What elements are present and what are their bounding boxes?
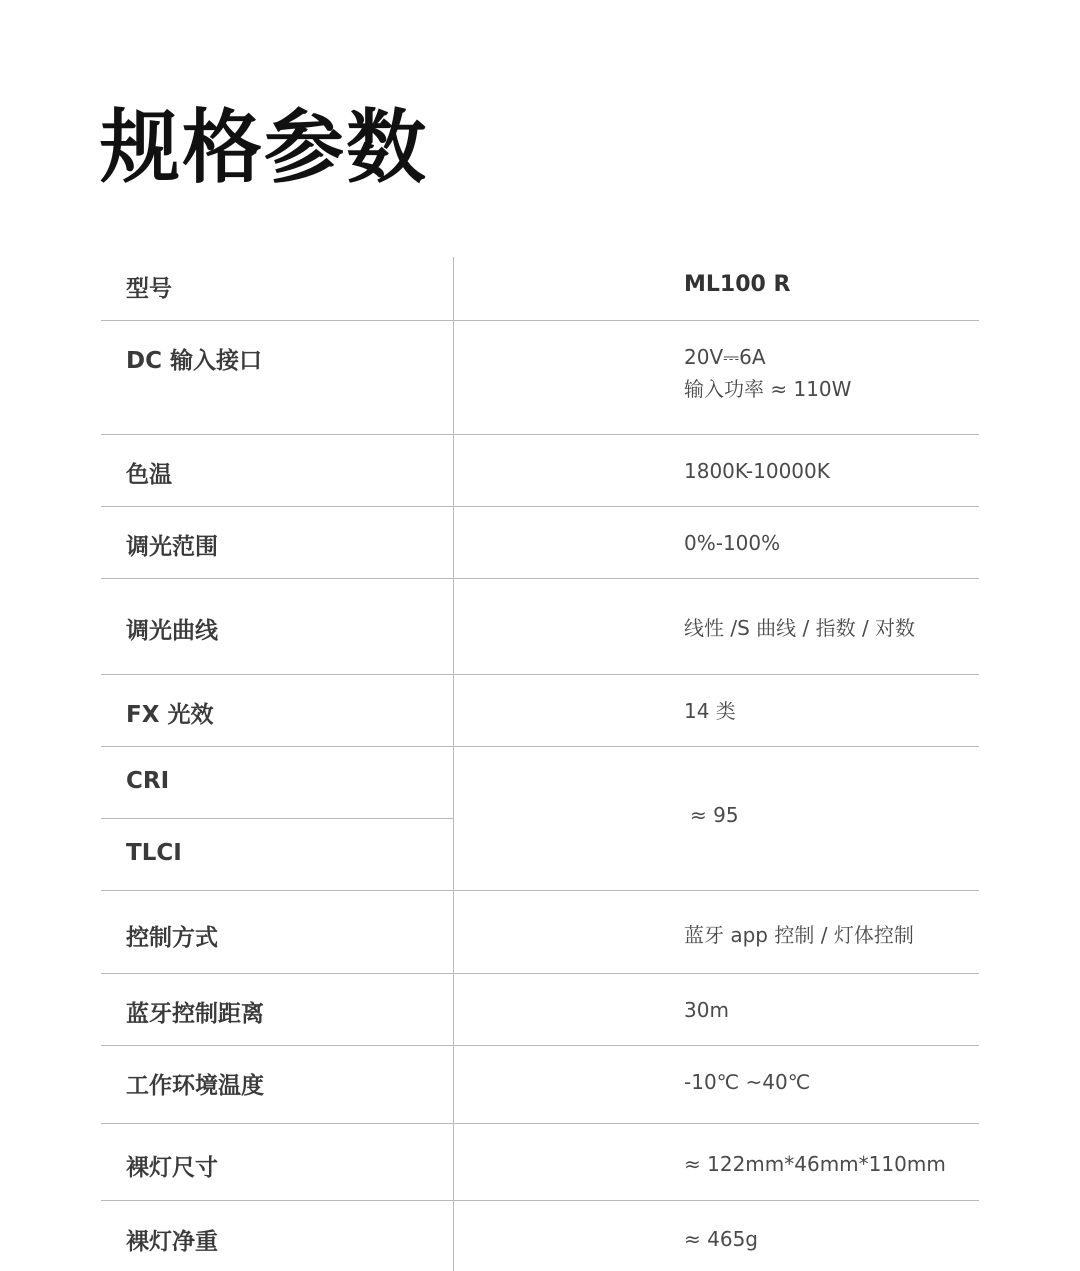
operating-temp-label: 工作环境温度	[126, 1073, 264, 1099]
size-label: 裸灯尺寸	[126, 1155, 218, 1181]
bt-distance-value: 30m	[684, 998, 729, 1022]
cri-label: CRI	[126, 768, 170, 794]
row-divider	[101, 1123, 979, 1124]
weight-value: ≈ 465g	[684, 1227, 758, 1251]
cri-tlci-value: ≈ 95	[690, 803, 739, 827]
model-value: ML100 R	[684, 272, 791, 297]
row-divider	[101, 746, 979, 747]
row-divider	[101, 506, 979, 507]
operating-temp-value: -10℃ ~40℃	[684, 1070, 811, 1094]
size-value: ≈ 122mm*46mm*110mm	[684, 1152, 946, 1176]
dc-input-value-voltage: 20V⎓6A	[684, 345, 766, 369]
control-value: 蓝牙 app 控制 / 灯体控制	[684, 923, 914, 947]
fx-value: 14 类	[684, 699, 736, 723]
cct-label: 色温	[126, 462, 172, 488]
tlci-label: TLCI	[126, 840, 182, 866]
row-divider	[101, 973, 979, 974]
row-divider	[101, 434, 979, 435]
fx-label: FX 光效	[126, 702, 214, 728]
dimming-range-value: 0%-100%	[684, 531, 781, 555]
column-divider	[453, 257, 454, 1271]
dimming-curve-value: 线性 /S 曲线 / 指数 / 对数	[684, 616, 916, 640]
row-divider	[101, 890, 979, 891]
cct-value: 1800K-10000K	[684, 459, 830, 483]
dc-input-value-power: 输入功率 ≈ 110W	[684, 377, 852, 401]
row-divider	[101, 1200, 979, 1201]
bt-distance-label: 蓝牙控制距离	[126, 1001, 264, 1027]
row-divider	[101, 320, 979, 321]
dimming-curve-label: 调光曲线	[126, 618, 218, 644]
weight-label: 裸灯净重	[126, 1229, 218, 1255]
spec-table	[101, 257, 979, 1271]
row-divider	[101, 1045, 979, 1046]
row-divider	[101, 578, 979, 579]
dimming-range-label: 调光范围	[126, 534, 218, 560]
dc-input-label: DC 输入接口	[126, 348, 262, 374]
page-title: 规格参数	[100, 101, 428, 194]
model-label: 型号	[126, 276, 172, 302]
row-divider	[101, 818, 453, 819]
row-divider	[101, 674, 979, 675]
control-label: 控制方式	[126, 925, 218, 951]
